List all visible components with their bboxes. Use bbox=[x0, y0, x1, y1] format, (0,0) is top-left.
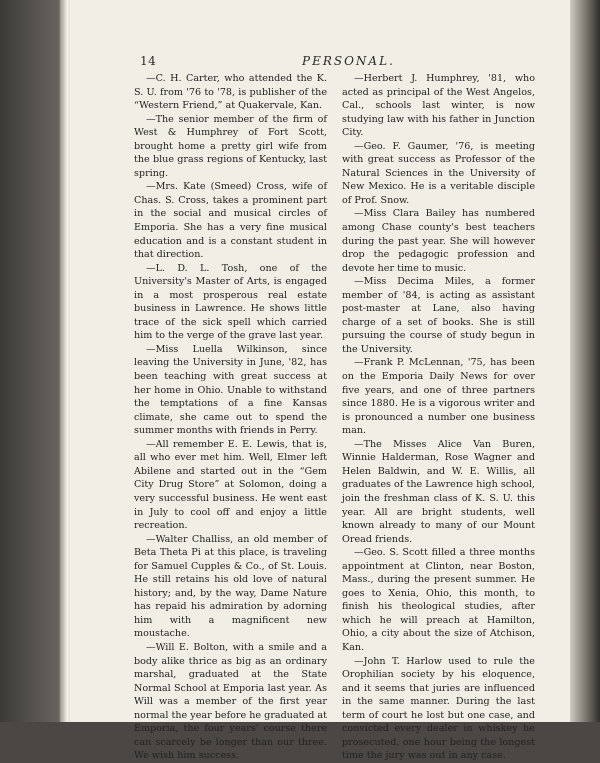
item-scott: —Geo. S. Scott filled a three months appointment at Clinton, near Boston, Mass., during the present summer. He goes to Xenia, Ohio, this month, to finish his theological studies, after which he will preach at Hamilton, Ohio, a city about the size of Atchison, Kan. bbox=[342, 547, 535, 653]
item-wilkinson: —Miss Luella Wilkinson, since leaving the University in June, '82, has been teaching with great success at her home in Ohio. Unable to withstand the temptations of a fine Kansas climate, she came out to spend the summer months with friends in Perry. bbox=[134, 343, 327, 437]
left-column bbox=[134, 72, 327, 763]
item-harlow: —John T. Harlow used to rule the Orophilian society by his eloquence, and it seems that juries are influenced in the same manner. During the last term of court he lost but one case, and convicted every dealer in whiskey he prosecuted, one hour being the longest time the jury was out in any case. bbox=[342, 655, 535, 762]
item-bolton: —Will E. Bolton, with a smile and a body alike thrice as big as an ordinary marshal, graduated at the State Normal School at Emporia last year. As Will was a member of the first year normal the year before he graduated at Emporia, the four years' course there can scarcely be longer than our three. We wish him success. bbox=[134, 641, 327, 762]
item-kate-cross: —Mrs. Kate (Smeed) Cross, wife of Chas. S. Cross, takes a prominent part in the social and musical circles of Emporia. She has a very fine musical education and is a constant student in that direction. bbox=[134, 181, 327, 261]
running-title: PERSONAL. bbox=[302, 54, 395, 68]
item-carter: —C. H. Carter, who attended the K. S. U. from '76 to '78, is publisher of the “Western Friend,” at Quakervale, Kan. bbox=[134, 73, 327, 112]
right-column bbox=[342, 72, 535, 763]
item-lewis: —All remember E. E. Lewis, that is, all who ever met him. Well, Elmer left Abilene and started out in the “Gem City Drug Store” at Solomon, doing a very successful business. He went east in July to cool off and enjoy a little recreation. bbox=[134, 438, 327, 532]
item-graduates: —The Misses Alice Van Buren, Winnie Halderman, Rose Wagner and Helen Baldwin, and W. E. Willis, all graduates of the Lawrence high school, join the freshman class of K. S. U. this year. All are bright students, well known already to many of our Mount Oread friends. bbox=[342, 438, 535, 545]
item-bailey: —Miss Clara Bailey has numbered among Chase county's best teachers during the past year. She will however drop the pedagogic profession and devote her time to music. bbox=[342, 208, 535, 274]
item-humphrey: —Herbert J. Humphrey, '81, who acted as principal of the West Angelos, Cal., schools last winter, is now studying law with his father in Junction City. bbox=[342, 73, 535, 139]
item-mclennan: —Frank P. McLennan, '75, has been on the Emporia Daily News for over five years, and one of three partners since 1880. He is a vigorous writer and is pronounced a number one business man. bbox=[342, 357, 535, 437]
item-miles: —Miss Decima Miles, a former member of '84, is acting as assistant post-master at Lane, also having charge of a set of books. She is still pursuing the course of study begun in the University. bbox=[342, 276, 535, 355]
item-west-humphrey: —The senior member of the firm of West & Humphrey of Fort Scott, brought home a pretty girl wife from the blue grass regions of Kentucky, last spring. bbox=[134, 113, 327, 179]
item-gaumer: —Geo. F. Gaumer, '76, is meeting with great success as Professor of the Natural Sciences in the University of New Mexico. He is a veritable disciple of Prof. Snow. bbox=[342, 140, 535, 206]
page-number: 14 bbox=[140, 54, 157, 68]
item-challiss: —Walter Challiss, an old member of Beta Theta Pi at this place, is traveling for Samuel Cupples & Co., of St. Louis. He still retains his old love of natural history; and, by the way, Dame Nature has repaid his admiration by adorning him with a magnificent new moustache. bbox=[134, 533, 327, 640]
item-tosh: —L. D. L. Tosh, one of the University's Master of Arts, is engaged in a most prosperous real estate business in Lawrence. He shows little trace of the sick spell which carried him to the verge of the grave last year. bbox=[134, 262, 327, 342]
page-header bbox=[140, 54, 560, 70]
page-edge-shadow bbox=[570, 0, 600, 722]
